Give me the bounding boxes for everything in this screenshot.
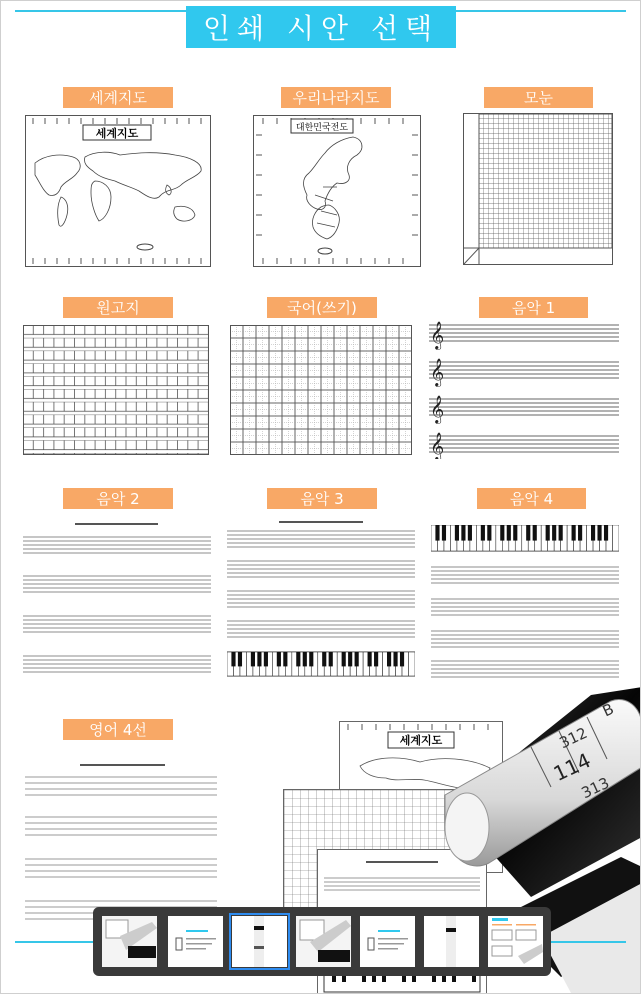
black-key: [393, 652, 397, 666]
black-key: [342, 652, 346, 666]
black-key: [251, 652, 255, 666]
black-key: [322, 652, 326, 666]
piano-keyboard-4: [431, 525, 619, 551]
world-map-template[interactable]: [25, 115, 211, 267]
label-music-3: 음악 3: [267, 488, 377, 509]
black-key: [513, 525, 517, 541]
korean-writing-drawing: [230, 325, 412, 455]
filmstrip-thumb-4[interactable]: [296, 916, 351, 967]
label-grid: 모눈: [484, 87, 593, 108]
filmstrip-thumb-1[interactable]: [102, 916, 157, 967]
black-key: [348, 652, 352, 666]
black-key: [578, 525, 582, 541]
black-key: [597, 525, 601, 541]
black-key: [277, 652, 281, 666]
korean-writing-template[interactable]: [230, 325, 412, 455]
black-key: [461, 525, 465, 541]
black-key: [500, 525, 504, 541]
black-key: [238, 652, 242, 666]
piano-keys: [227, 652, 415, 676]
black-key: [526, 525, 530, 541]
black-key: [257, 652, 261, 666]
black-key: [442, 525, 446, 541]
black-key: [283, 652, 287, 666]
black-key: [296, 652, 300, 666]
label-music-4: 음악 4: [477, 488, 586, 509]
image-filmstrip: [93, 907, 551, 976]
roll-text-1: 312: [556, 723, 591, 753]
roll-text-3: B: [599, 699, 617, 721]
label-music-1: 음악 1: [479, 297, 588, 318]
world-map-title: 세계지도: [95, 126, 139, 140]
label-world-map: 세계지도: [63, 87, 173, 108]
black-key: [559, 525, 563, 541]
black-key: [374, 652, 378, 666]
roll-text-2: 313: [578, 773, 613, 803]
music-1-drawing: [429, 319, 619, 459]
english-4line-drawing: [25, 763, 217, 923]
label-english-4line: 영어 4선: [63, 719, 173, 740]
black-key: [309, 652, 313, 666]
black-key: [435, 525, 439, 541]
black-key: [264, 652, 268, 666]
korea-map-template[interactable]: [253, 115, 421, 267]
svg-text:𝄞: 𝄞: [430, 358, 445, 386]
black-key: [455, 525, 459, 541]
music-4-template[interactable]: [431, 525, 619, 680]
english-4line-template[interactable]: [25, 763, 217, 923]
promo-map-title: 세계지도: [399, 734, 443, 747]
black-key: [481, 525, 485, 541]
label-manuscript: 원고지: [63, 297, 173, 318]
music-3-template[interactable]: [227, 519, 415, 677]
korea-map-drawing: [253, 115, 421, 267]
black-key: [507, 525, 511, 541]
black-key: [329, 652, 333, 666]
filmstrip-thumb-3[interactable]: [232, 916, 287, 967]
black-key: [368, 652, 372, 666]
black-key: [303, 652, 307, 666]
white-key: [613, 525, 619, 551]
black-key: [591, 525, 595, 541]
grid-drawing: [463, 113, 613, 265]
korea-map-title: 대한민국전도: [295, 122, 349, 133]
music-2-template[interactable]: [23, 521, 211, 677]
piano-keys: [431, 525, 619, 551]
black-key: [533, 525, 537, 541]
manuscript-drawing: [23, 325, 209, 455]
black-key: [400, 652, 404, 666]
piano-keyboard-3: [227, 652, 415, 676]
black-key: [355, 652, 359, 666]
filmstrip-thumb-5[interactable]: [360, 916, 415, 967]
svg-text:𝄞: 𝄞: [430, 432, 445, 459]
music-1-template[interactable]: [429, 319, 619, 459]
music-2-drawing: [23, 521, 211, 677]
svg-text:𝄞: 𝄞: [430, 321, 445, 349]
black-key: [387, 652, 391, 666]
label-korea-map: 우리나라지도: [281, 87, 391, 108]
roll-text-4: 114: [549, 748, 595, 786]
black-key: [572, 525, 576, 541]
black-key: [487, 525, 491, 541]
grid-template[interactable]: [463, 113, 613, 265]
black-key: [604, 525, 608, 541]
white-key: [409, 652, 415, 676]
label-korean-writing: 국어(쓰기): [267, 297, 377, 318]
manuscript-template[interactable]: [23, 325, 209, 455]
filmstrip-thumb-7[interactable]: [488, 916, 543, 967]
svg-text:𝄞: 𝄞: [430, 395, 445, 423]
page-title: 인쇄 시안 선택: [186, 6, 456, 48]
filmstrip-thumb-6[interactable]: [424, 916, 479, 967]
label-music-2: 음악 2: [63, 488, 173, 509]
black-key: [468, 525, 472, 541]
black-key: [552, 525, 556, 541]
filmstrip-thumb-2[interactable]: [168, 916, 223, 967]
black-key: [546, 525, 550, 541]
black-key: [231, 652, 235, 666]
